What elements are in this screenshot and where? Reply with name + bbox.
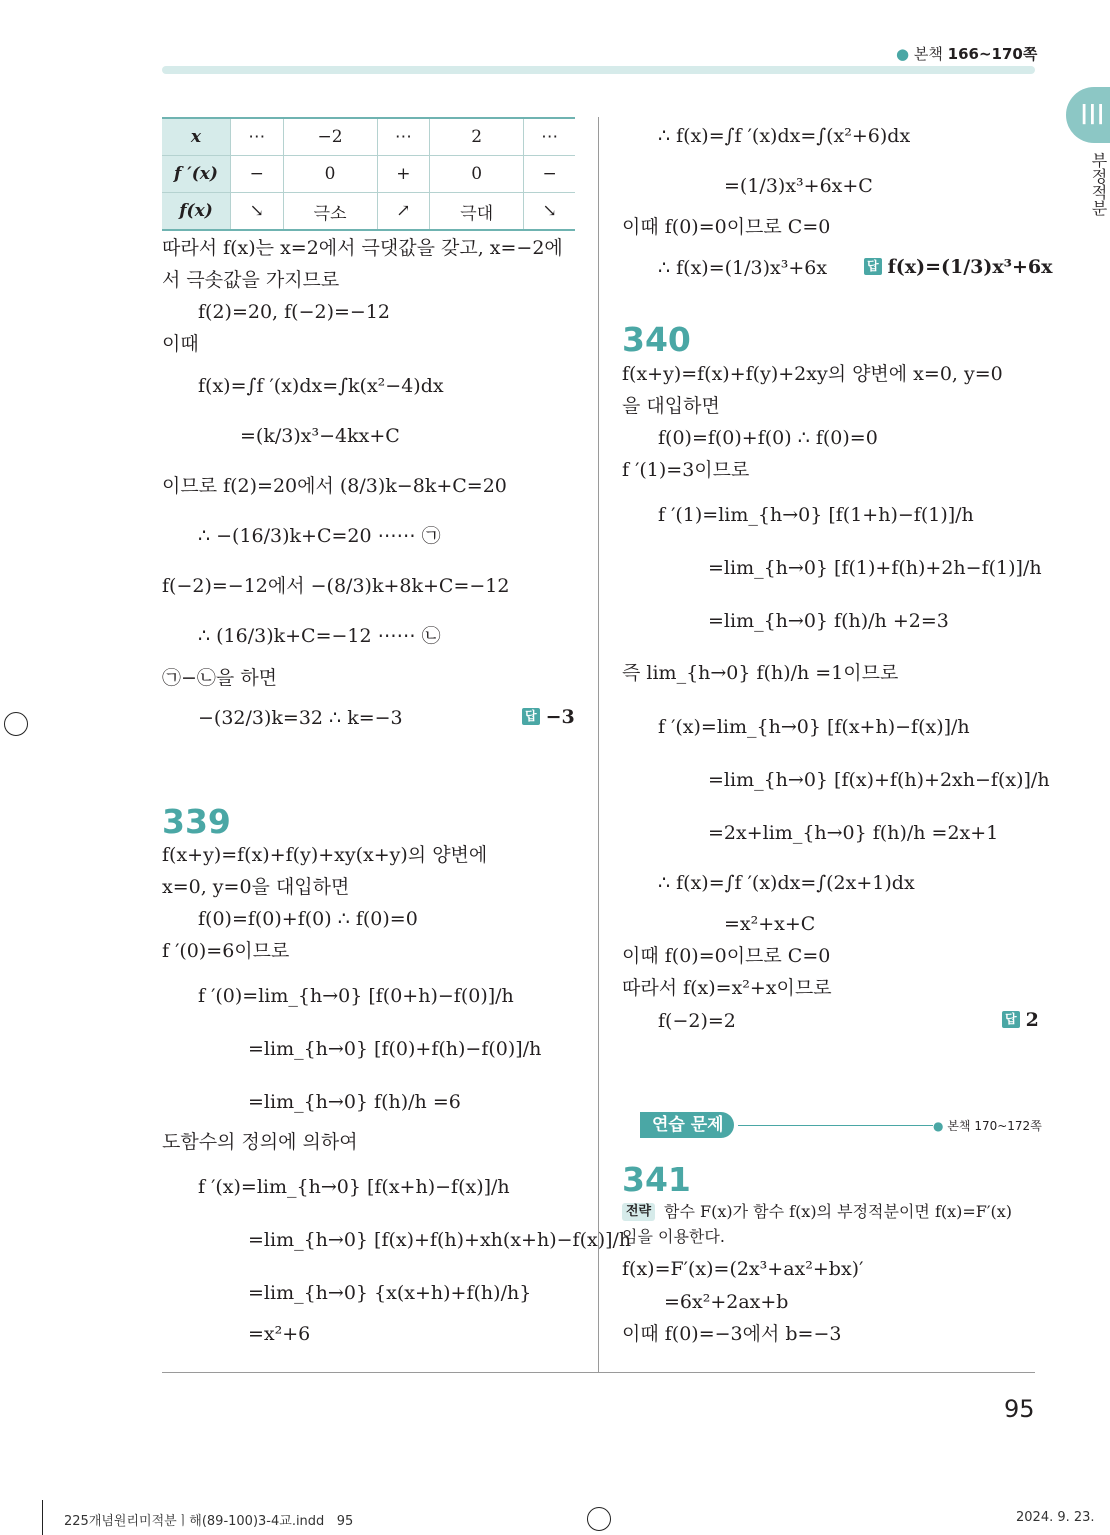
solution-line: 따라서 f(x)는 x=2에서 극댓값을 갖고, x=−2에 — [162, 237, 563, 259]
solution-line: f(x)=F′(x)=(2x³+ax²+bx)′ — [622, 1258, 864, 1280]
solution-line: f ′(0)=lim_{h→0} [f(0+h)−f(0)]/h — [198, 985, 514, 1007]
solution-line: −(32/3)k=32 ∴ k=−3 — [198, 707, 403, 729]
crosshair-icon — [587, 1507, 611, 1531]
crosshair-icon — [4, 712, 28, 736]
header-ref-label: 본책 — [913, 45, 943, 63]
table-cell: ⋯ — [524, 118, 575, 156]
table-cell: − — [524, 156, 575, 193]
solution-line: 따라서 f(x)=x²+x이므로 — [622, 977, 832, 999]
table-cell: f ′(x) — [162, 156, 231, 193]
table-cell: 2 — [430, 118, 524, 156]
solution-line: =lim_{h→0} [f(x)+f(h)+2xh−f(x)]/h — [708, 769, 1050, 791]
table-cell: 0 — [430, 156, 524, 193]
problem-number-339: 339 — [162, 802, 231, 841]
footer-file: 225개념원리미적분ㅣ해(89-100)3-4교.indd 95 — [64, 1514, 354, 1529]
table-cell: ⋯ — [231, 118, 284, 156]
solution-line: 함수 F(x)가 함수 f(x)의 부정적분이면 f(x)=F′(x) — [664, 1202, 1013, 1221]
solution-line: =lim_{h→0} [f(x)+f(h)+xh(x+h)−f(x)]/h — [248, 1229, 632, 1251]
solution-line: 서 극솟값을 가지므로 — [162, 269, 340, 291]
solution-line: ∴ f(x)=∫f ′(x)dx=∫(2x+1)dx — [658, 872, 915, 894]
solution-line: =lim_{h→0} f(h)/h +2=3 — [708, 610, 949, 632]
solution-line: 이때 f(0)=−3에서 b=−3 — [622, 1323, 842, 1345]
solution-line: 이므로 f(2)=20에서 (8/3)k−8k+C=20 — [162, 475, 507, 497]
solution-line: =6x²+2ax+b — [664, 1291, 789, 1313]
practice-ref — [933, 1117, 1042, 1134]
solution-line: f(x+y)=f(x)+f(y)+xy(x+y)의 양변에 — [162, 844, 488, 866]
sign-table — [162, 117, 575, 231]
solution-line: 즉 lim_{h→0} f(h)/h =1이므로 — [622, 662, 899, 684]
table-cell: 0 — [283, 156, 377, 193]
table-cell: ↘ — [524, 193, 575, 231]
solution-line: f(0)=f(0)+f(0) ∴ f(0)=0 — [198, 908, 418, 930]
solution-line: f(2)=20, f(−2)=−12 — [198, 301, 391, 323]
solution-line: 도함수의 정의에 의하여 — [162, 1131, 358, 1153]
table-cell: f(x) — [162, 193, 231, 231]
practice-title: 연습 문제 — [652, 1115, 724, 1135]
footer-date: 2024. 9. 23. — [1016, 1510, 1095, 1525]
solution-line: f ′(x)=lim_{h→0} [f(x+h)−f(x)]/h — [198, 1176, 510, 1198]
chapter-roman: III — [1080, 98, 1105, 131]
solution-line: f(0)=f(0)+f(0) ∴ f(0)=0 — [658, 427, 878, 449]
chapter-tab — [1066, 87, 1110, 143]
column-divider — [598, 117, 599, 1372]
table-row — [162, 193, 575, 231]
solution-line: 이때 f(0)=0이므로 C=0 — [622, 216, 831, 238]
solution-line: f ′(x)=lim_{h→0} [f(x+h)−f(x)]/h — [658, 716, 970, 738]
solution-line: ∴ (16/3)k+C=−12 ⋯⋯ ㉡ — [198, 625, 441, 647]
solution-line: ∴ −(16/3)k+C=20 ⋯⋯ ㉠ — [198, 525, 441, 547]
answer-339 — [864, 256, 1052, 278]
answer-value: f(x)=(1/3)x³+6x — [887, 256, 1053, 278]
table-cell: 극소 — [283, 193, 377, 231]
solution-line: =x²+x+C — [724, 913, 816, 935]
solution-line: 임을 이용한다. — [622, 1227, 725, 1246]
practice-ref-label: 본책 — [947, 1119, 971, 1133]
table-cell: x — [162, 118, 231, 156]
solution-line: =lim_{h→0} {x(x+h)+f(h)/h} — [248, 1282, 532, 1304]
practice-header — [640, 1112, 734, 1138]
solution-line: =lim_{h→0} [f(1)+f(h)+2h−f(1)]/h — [708, 557, 1042, 579]
bullet-icon: ● — [933, 1119, 944, 1133]
solution-line: f(−2)=2 — [658, 1010, 736, 1032]
chapter-title: 부정적분 — [1089, 152, 1108, 216]
solution-line: 을 대입하면 — [622, 395, 720, 417]
answer-340 — [1002, 1009, 1039, 1031]
solution-line: 이때 — [162, 333, 199, 355]
practice-ref-pages: 170~172쪽 — [974, 1119, 1042, 1133]
solution-line: x=0, y=0을 대입하면 — [162, 876, 350, 898]
bullet-icon: ● — [896, 45, 910, 63]
table-cell: ↘ — [231, 193, 284, 231]
solution-line: =(1/3)x³+6x+C — [724, 175, 873, 197]
answer-badge: 답 — [864, 258, 882, 275]
solution-line: ∴ f(x)=∫f ′(x)dx=∫(x²+6)dx — [658, 125, 911, 147]
solution-line: =lim_{h→0} f(h)/h =6 — [248, 1091, 461, 1113]
table-cell: −2 — [283, 118, 377, 156]
answer-338 — [522, 706, 575, 728]
solution-line: =x²+6 — [248, 1323, 311, 1345]
problem-number-341: 341 — [622, 1160, 691, 1199]
table-cell: + — [377, 156, 430, 193]
practice-rule — [738, 1125, 933, 1126]
solution-line: =lim_{h→0} [f(0)+f(h)−f(0)]/h — [248, 1038, 542, 1060]
page-number: 95 — [1004, 1395, 1035, 1423]
solution-line: f(−2)=−12에서 −(8/3)k+8k+C=−12 — [162, 575, 510, 597]
answer-value: −3 — [545, 706, 575, 728]
table-cell: ↗ — [377, 193, 430, 231]
crop-mark — [42, 1500, 43, 1535]
table-cell: 극대 — [430, 193, 524, 231]
solution-line: 이때 f(0)=0이므로 C=0 — [622, 945, 831, 967]
header-ref — [896, 43, 1037, 64]
solution-line: =(k/3)x³−4kx+C — [240, 425, 400, 447]
solution-line: f ′(1)=3이므로 — [622, 459, 750, 481]
solution-line: ㉠−㉡을 하면 — [162, 667, 278, 689]
solution-line: f ′(1)=lim_{h→0} [f(1+h)−f(1)]/h — [658, 504, 974, 526]
solution-line: =2x+lim_{h→0} f(h)/h =2x+1 — [708, 822, 999, 844]
header-ref-pages: 166~170쪽 — [947, 45, 1038, 63]
table-cell: ⋯ — [377, 118, 430, 156]
solution-line: f ′(0)=6이므로 — [162, 940, 290, 962]
solution-line: ∴ f(x)=(1/3)x³+6x — [658, 257, 828, 279]
answer-badge: 답 — [1002, 1011, 1020, 1028]
table-row — [162, 118, 575, 156]
answer-value: 2 — [1025, 1009, 1039, 1031]
solution-line: f(x)=∫f ′(x)dx=∫k(x²−4)dx — [198, 375, 444, 397]
header-bar — [162, 66, 1035, 74]
strategy-badge: 전략 — [622, 1203, 655, 1221]
answer-badge: 답 — [522, 708, 540, 725]
solution-line: f(x+y)=f(x)+f(y)+2xy의 양변에 x=0, y=0 — [622, 363, 1003, 385]
bottom-rule — [162, 1372, 1035, 1373]
problem-number-340: 340 — [622, 320, 691, 359]
table-row — [162, 156, 575, 193]
table-cell: − — [231, 156, 284, 193]
